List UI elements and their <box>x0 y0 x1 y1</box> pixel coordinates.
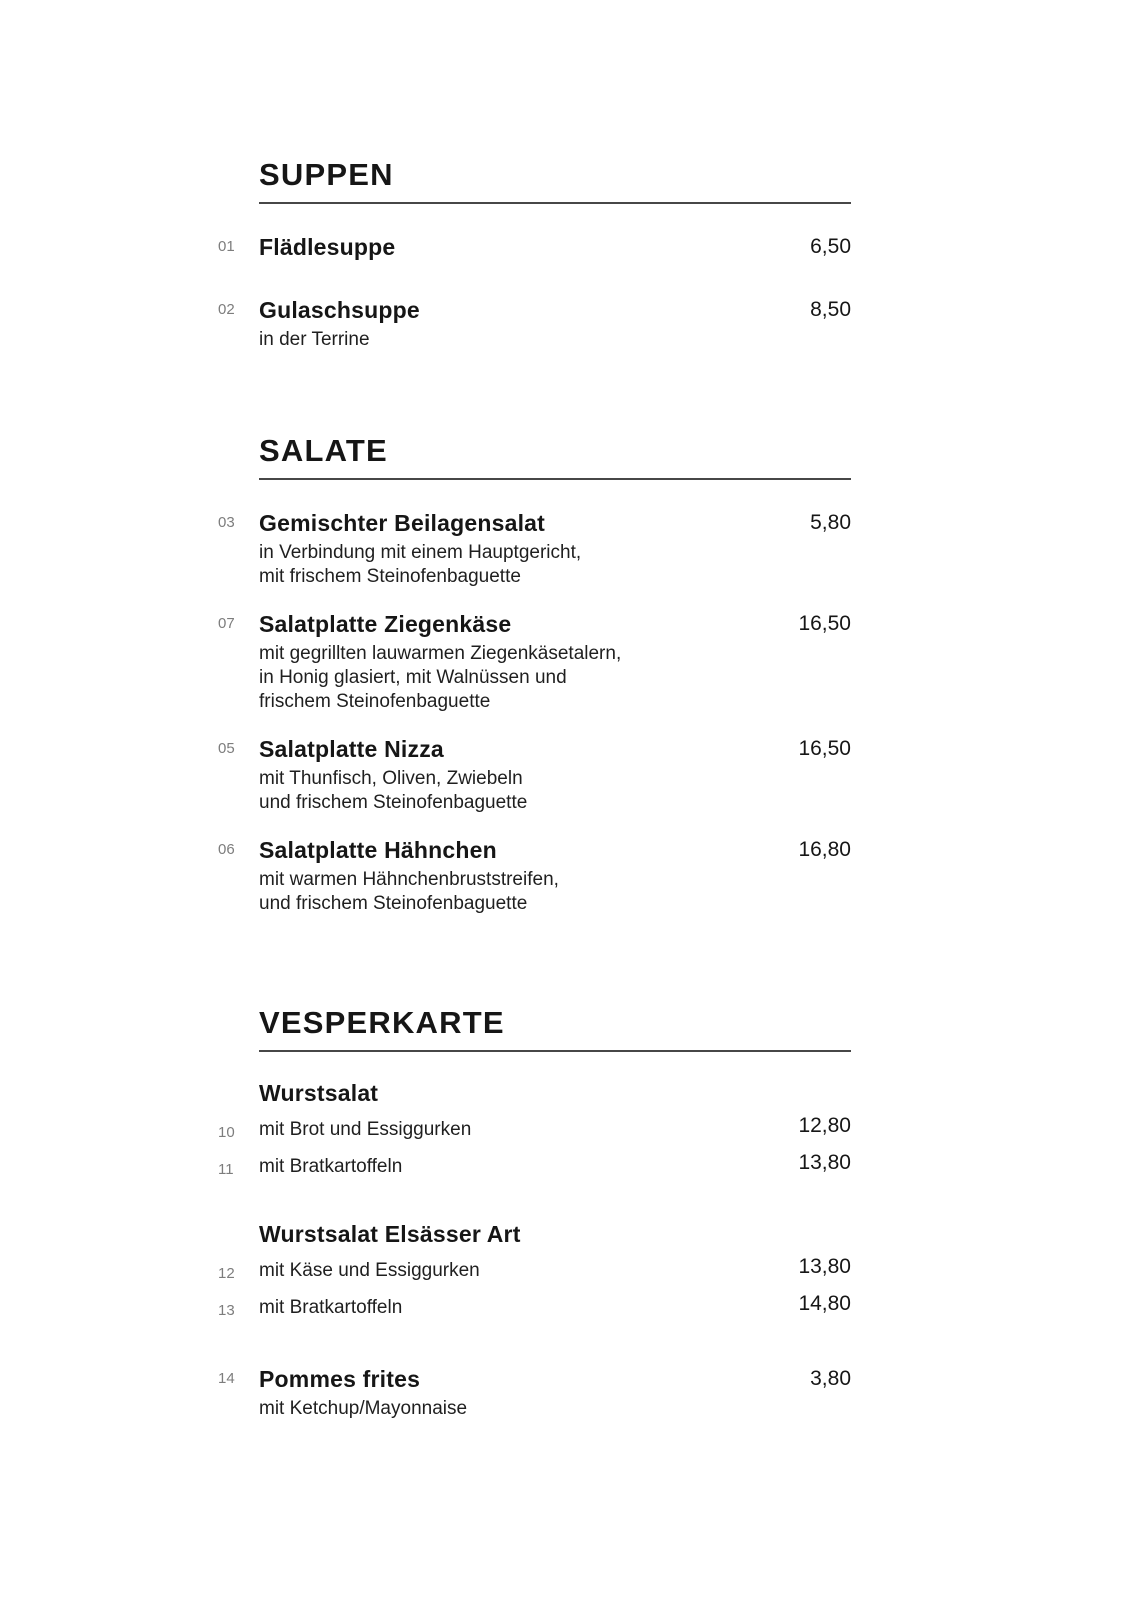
variant-row <box>218 1114 851 1142</box>
item-price: 5,80 <box>810 511 851 534</box>
item-name: Gulaschsuppe <box>259 297 420 323</box>
item-name: Salatplatte Hähnchen <box>259 837 497 863</box>
item-description <box>259 868 798 916</box>
menu-item-pommes-frites <box>218 1364 851 1421</box>
group-wurstsalat-elsaesser <box>218 1219 851 1320</box>
item-name: Flädlesuppe <box>259 234 396 260</box>
item-price: 16,50 <box>798 737 851 760</box>
item-price: 13,80 <box>798 1255 851 1278</box>
section-vesperkarte <box>218 1004 851 1421</box>
item-price: 8,50 <box>810 298 851 321</box>
item-name: Gemischter Beilagensalat <box>259 510 546 536</box>
item-description-line: in Verbindung mit einem Hauptgericht, <box>259 542 582 563</box>
item-description-line: mit Ketchup/Mayonnaise <box>259 1398 468 1419</box>
section-title-suppen: SUPPEN <box>259 156 851 204</box>
menu-item-beilagensalat <box>218 508 851 589</box>
group-wurstsalat <box>218 1078 851 1179</box>
item-number: 11 <box>218 1161 234 1178</box>
item-description <box>259 642 798 714</box>
section-title-vesperkarte: VESPERKARTE <box>259 1004 851 1052</box>
item-price: 14,80 <box>798 1292 851 1315</box>
item-description-line: frischem Steinofenbaguette <box>259 691 491 712</box>
item-description <box>259 328 810 352</box>
item-description <box>259 541 810 589</box>
item-price: 3,80 <box>810 1367 851 1390</box>
item-number: 02 <box>218 301 235 318</box>
item-name: Pommes frites <box>259 1366 421 1392</box>
menu-item-gulaschsuppe <box>218 295 851 352</box>
item-number: 12 <box>218 1265 235 1282</box>
item-description-line: mit warmen Hähnchenbruststreifen, <box>259 869 559 890</box>
group-heading: Wurstsalat Elsässer Art <box>259 1221 521 1247</box>
section-title-salate: SALATE <box>259 432 851 480</box>
item-price: 16,80 <box>798 838 851 861</box>
item-number: 05 <box>218 740 235 757</box>
item-description <box>259 1397 810 1421</box>
item-number: 06 <box>218 841 235 858</box>
item-description-line: in Honig glasiert, mit Walnüssen und <box>259 667 567 688</box>
item-description-line: und frischem Steinofenbaguette <box>259 792 528 813</box>
menu-page <box>218 156 851 1421</box>
variant-label: mit Bratkartoffeln <box>259 1156 403 1177</box>
variant-row <box>218 1151 851 1179</box>
item-number: 01 <box>218 238 235 255</box>
group-heading: Wurstsalat <box>259 1080 379 1106</box>
item-name: Salatplatte Ziegenkäse <box>259 611 512 637</box>
menu-item-flaedlesuppe <box>218 232 851 262</box>
section-suppen <box>218 156 851 352</box>
item-description-line: und frischem Steinofenbaguette <box>259 893 528 914</box>
item-number: 14 <box>218 1370 235 1387</box>
item-price: 13,80 <box>798 1151 851 1174</box>
variant-label: mit Brot und Essiggurken <box>259 1119 472 1140</box>
menu-item-nizza <box>218 734 851 815</box>
item-description-line: mit gegrillten lauwarmen Ziegenkäsetalern, <box>259 643 622 664</box>
variant-row <box>218 1255 851 1283</box>
item-number: 07 <box>218 615 235 632</box>
item-description-line: mit frischem Steinofenbaguette <box>259 566 521 587</box>
item-number: 03 <box>218 514 235 531</box>
variant-label: mit Käse und Essiggurken <box>259 1260 480 1281</box>
item-price: 6,50 <box>810 235 851 258</box>
menu-item-ziegenkaese <box>218 609 851 714</box>
item-description-line: in der Terrine <box>259 329 370 350</box>
item-description <box>259 767 798 815</box>
item-number: 10 <box>218 1124 235 1141</box>
item-name: Salatplatte Nizza <box>259 736 444 762</box>
variant-label: mit Bratkartoffeln <box>259 1297 403 1318</box>
menu-item-haehnchen <box>218 835 851 916</box>
item-price: 12,80 <box>798 1114 851 1137</box>
item-price: 16,50 <box>798 612 851 635</box>
variant-row <box>218 1292 851 1320</box>
section-salate <box>218 432 851 916</box>
item-description-line: mit Thunfisch, Oliven, Zwiebeln <box>259 768 523 789</box>
item-number: 13 <box>218 1302 235 1319</box>
